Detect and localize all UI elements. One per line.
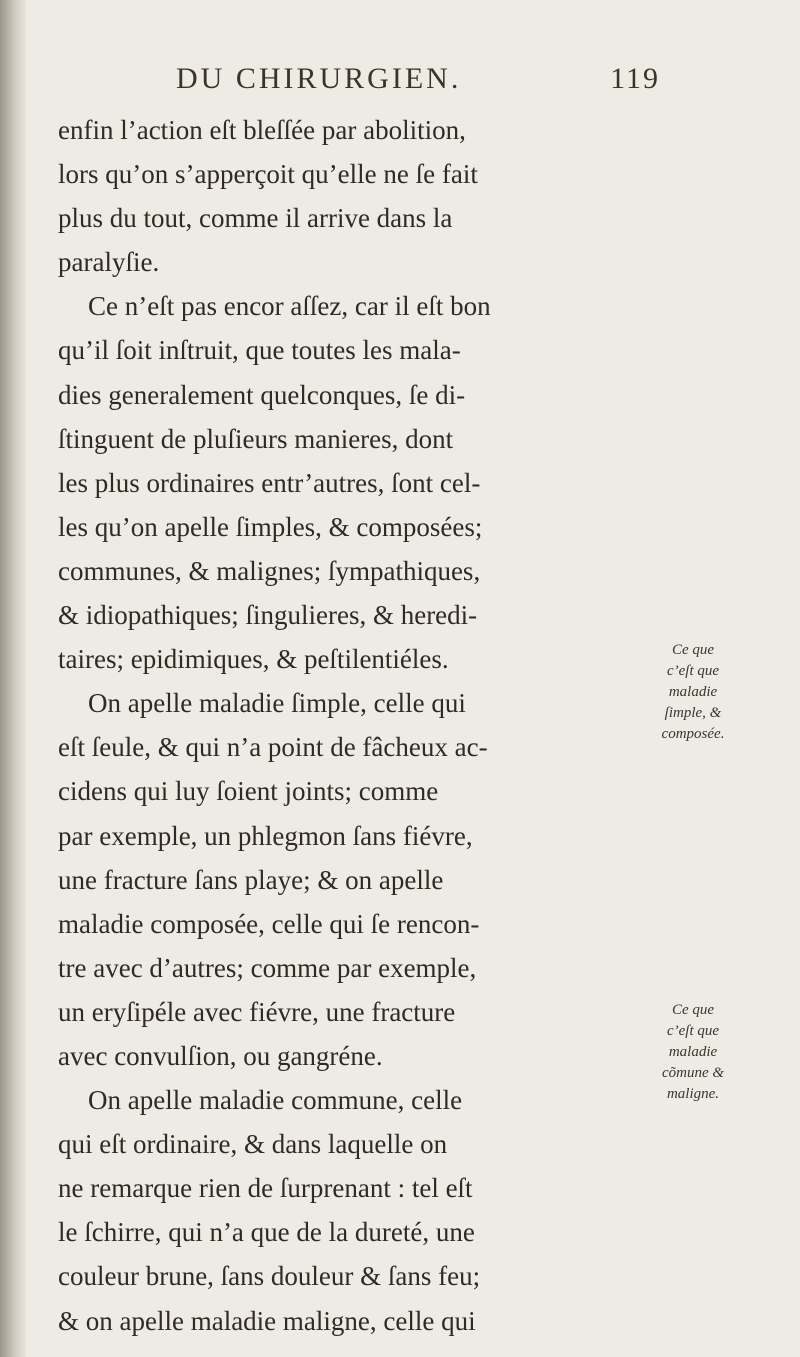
text-line: communes, & malignes; ſympathiques, — [58, 555, 481, 586]
margin-note-line: maladie — [668, 684, 718, 700]
text-line: par exemple, un phlegmon ſans fiévre, — [58, 820, 473, 851]
text-line: eſt ſeule, & qui n’a point de fâcheux ac- — [58, 732, 488, 763]
text-line: taires; epidimiques, & peſtilentiéles. — [58, 644, 449, 675]
text-line: un eryſipéle avec fiévre, une fracture — [58, 996, 456, 1027]
text-line: On apelle maladie commune, celle — [88, 1085, 463, 1116]
text-line: le ſchirre, qui n’a que de la dureté, une — [58, 1217, 475, 1248]
text-line: paralyſie. — [58, 247, 160, 278]
margin-note-line: Ce que — [671, 642, 715, 658]
margin-note-line: cõmune & — [661, 1065, 725, 1081]
text-line: les qu’on apelle ſimples, & composées; — [58, 511, 483, 542]
running-title: DU CHIRURGIEN. — [176, 62, 462, 95]
text-line: tre avec d’autres; comme par exemple, — [58, 952, 477, 983]
text-line: qui eſt ordinaire, & dans laquelle on — [58, 1129, 448, 1160]
text-line: une fracture ſans playe; & on apelle — [58, 864, 444, 895]
margin-note-simple-composee — [634, 640, 752, 745]
margin-note-line: composée. — [661, 726, 725, 742]
text-line: plus du tout, comme il arrive dans la — [58, 203, 453, 234]
text-line: maladie composée, celle qui ſe rencon- — [58, 908, 480, 939]
text-line: couleur brune, ſans douleur & ſans feu; — [58, 1261, 481, 1292]
text-line: lors qu’on s’apperçoit qu’elle ne ſe fait — [58, 159, 478, 190]
margin-note-commune-maligne — [634, 1000, 752, 1105]
text-line: qu’il ſoit inſtruit, que toutes les mala- — [58, 335, 461, 366]
margin-note-line: c’eſt que — [666, 663, 720, 679]
text-line: ne remarque rien de ſurprenant : tel eſt — [58, 1173, 473, 1204]
text-line: dies generalement quelconques, ſe di- — [58, 379, 466, 410]
text-line: & on apelle maladie maligne, celle qui — [58, 1305, 476, 1336]
margin-note-line: maligne. — [666, 1086, 720, 1102]
body-text — [58, 108, 618, 1343]
text-line: Ce n’eſt pas encor aſſez, car il eſt bon — [88, 291, 491, 322]
text-line: On apelle maladie ſimple, celle qui — [88, 688, 466, 719]
margin-note-line: ſimple, & — [664, 705, 722, 721]
text-line: enfin l’action eſt bleſſée par abolition, — [58, 115, 466, 145]
text-line: cidens qui luy ſoient joints; comme — [58, 776, 439, 807]
text-line: & idiopathiques; ſingulieres, & heredi- — [58, 600, 478, 631]
text-line: les plus ordinaires entr’autres, ſont cel- — [58, 467, 481, 498]
page-header — [140, 62, 660, 102]
page-number: 119 — [610, 62, 660, 95]
margin-note-line: maladie — [668, 1044, 718, 1060]
margin-note-line: Ce que — [671, 1002, 715, 1018]
margin-note-line: c’eſt que — [666, 1023, 720, 1039]
page-binding-edge — [0, 0, 26, 1357]
text-line: avec convulſion, ou gangréne. — [58, 1040, 383, 1071]
text-line: ſtinguent de pluſieurs manieres, dont — [58, 423, 454, 454]
